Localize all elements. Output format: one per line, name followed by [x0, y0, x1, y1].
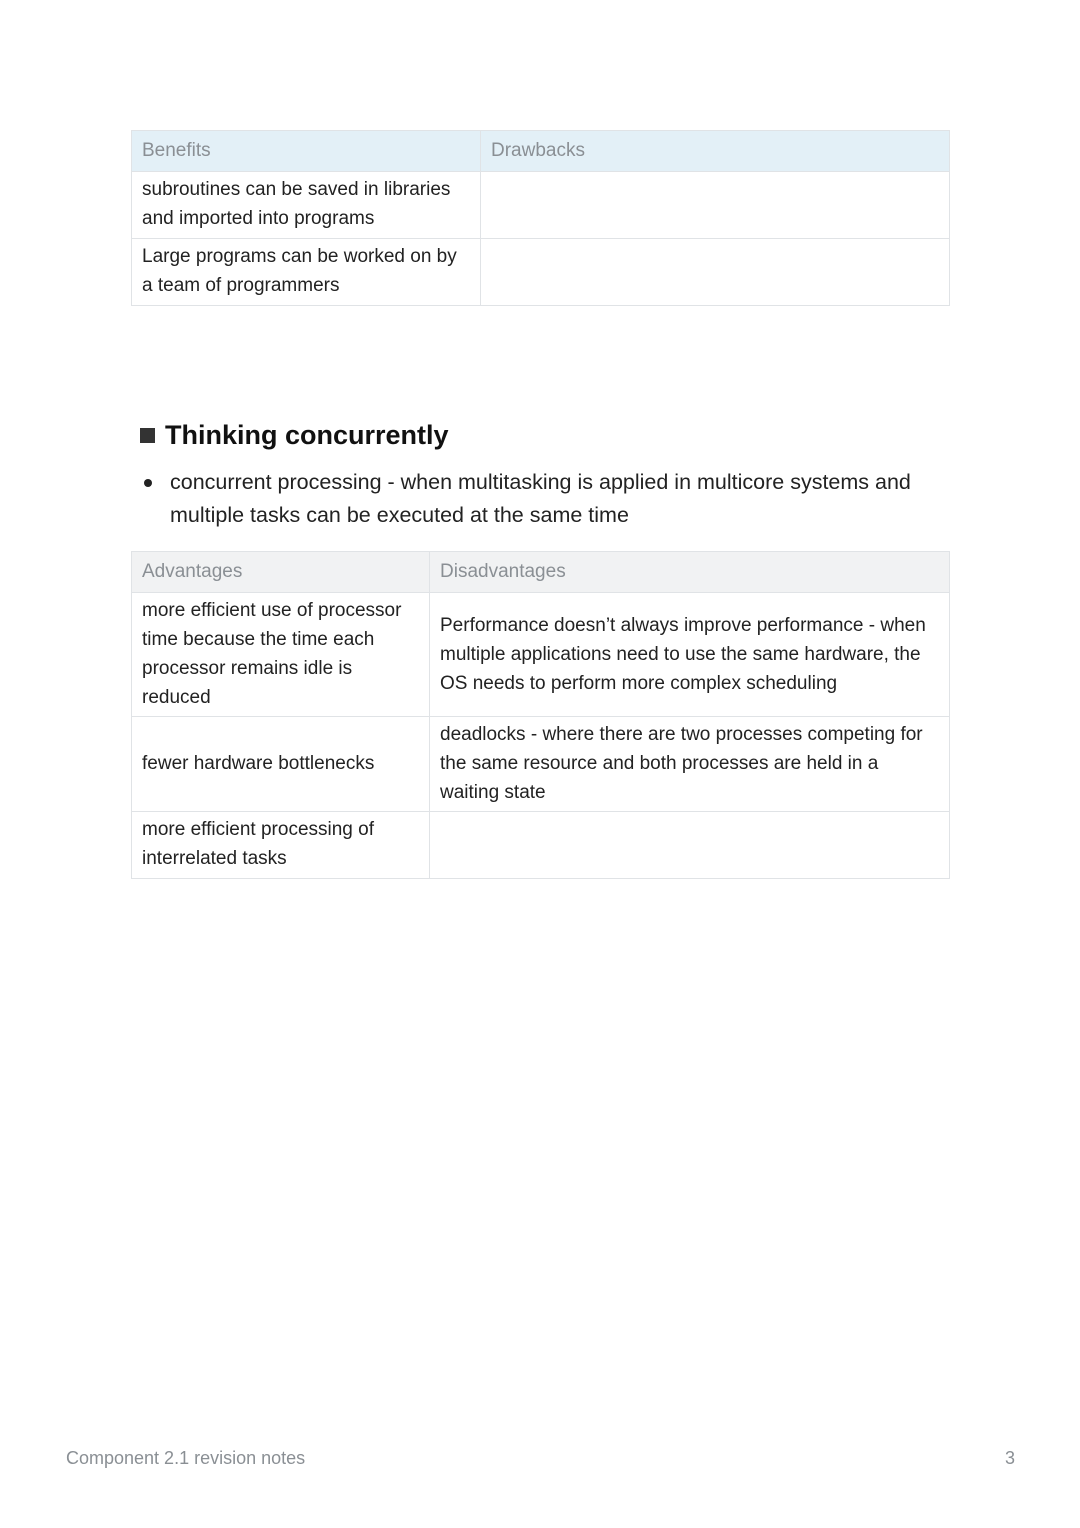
advantage-cell: more efficient processing of interrelated tasks: [132, 812, 430, 879]
benefits-drawbacks-table: [131, 130, 950, 306]
section-heading: [140, 420, 449, 451]
benefit-cell: subroutines can be saved in libraries and imported into programs: [132, 172, 481, 239]
disadvantages-header: Disadvantages: [430, 552, 950, 593]
advantages-header: Advantages: [132, 552, 430, 593]
disadvantage-cell: Performance doesn’t always improve performance - when multiple applications need to use the same hardware, the OS needs to perform more complex scheduling: [430, 593, 950, 717]
table-row: [132, 172, 950, 239]
bullet-dot-icon: [144, 479, 152, 487]
drawbacks-header: Drawbacks: [481, 131, 950, 172]
section-heading-text: Thinking concurrently: [165, 420, 449, 450]
advantages-disadvantages-table: [131, 551, 950, 879]
page-number: 3: [1004, 1448, 1015, 1468]
table-header-row: [132, 131, 950, 172]
table-row: [132, 812, 950, 879]
bullet-text: concurrent processing - when multitasking is applied in multicore systems and multiple tasks can be executed at the same time: [170, 470, 911, 527]
square-bullet-icon: [140, 428, 155, 443]
drawback-cell: [481, 239, 950, 306]
table-row: [132, 717, 950, 812]
benefit-cell: Large programs can be worked on by a team of programmers: [132, 239, 481, 306]
bullet-point: [141, 466, 941, 532]
table-row: [132, 239, 950, 306]
disadvantage-cell: deadlocks - where there are two processes competing for the same resource and both processes are held in a waiting state: [430, 717, 950, 812]
disadvantage-cell: [430, 812, 950, 879]
advantage-cell: fewer hardware bottlenecks: [132, 717, 430, 812]
table-header-row: [132, 552, 950, 593]
footer-text: Component 2.1 revision notes: [66, 1448, 306, 1468]
table-row: [132, 593, 950, 717]
benefits-header: Benefits: [132, 131, 481, 172]
drawback-cell: [481, 172, 950, 239]
advantage-cell: more efficient use of processor time because the time each processor remains idle is reduced: [132, 593, 430, 717]
